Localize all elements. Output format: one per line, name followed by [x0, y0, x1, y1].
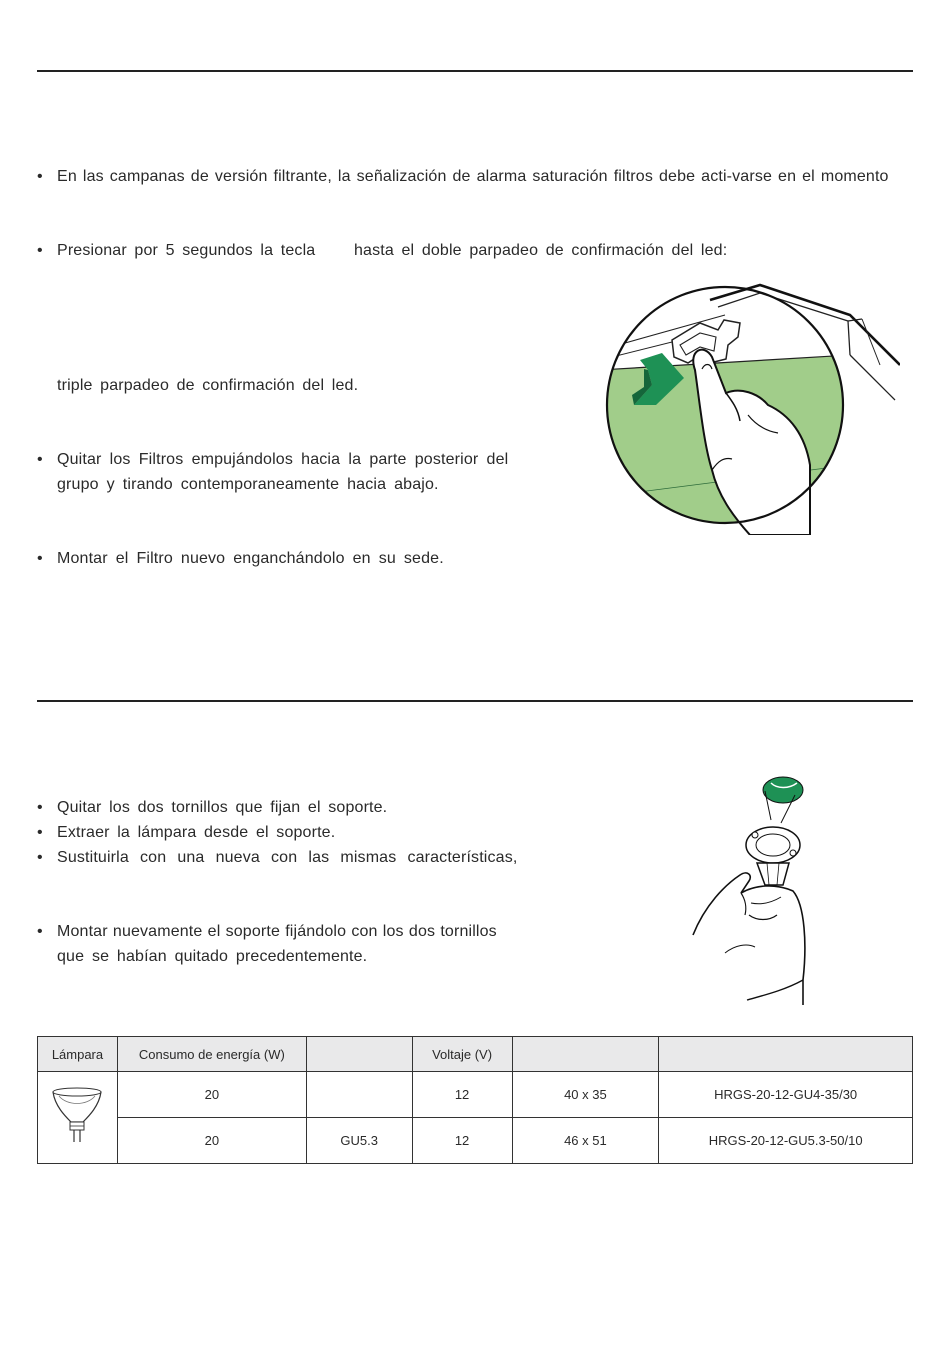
replace-lamp-text: Sustituirla con una nueva con las mismas características, [57, 849, 518, 866]
remount-support-line-1: Montar nuevamente el soporte fijándolo con los dos tornillos [57, 923, 497, 940]
hand-replacing-halogen-lamp-illustration [685, 775, 815, 1005]
remove-filters-line-2: grupo y tirando contemporaneamente hacia abajo. [57, 476, 439, 493]
triple-blink-text: triple parpadeo de confirmación del led. [57, 377, 359, 394]
cell-voltage: 12 [412, 1072, 512, 1118]
table-row [38, 1072, 913, 1118]
press-key-text: Presionar por 5 segundos la tecla [57, 242, 316, 259]
bullet-1: • [37, 168, 43, 185]
lamp-image-cell [38, 1072, 118, 1164]
section-2-rule [37, 700, 913, 702]
hand-pushing-filter-illustration [600, 275, 900, 535]
mount-filter-text: Montar el Filtro nuevo enganchándolo en su sede. [57, 550, 444, 567]
cell-power: 20 [117, 1118, 306, 1164]
cell-socket: GU5.3 [306, 1118, 412, 1164]
cell-code: HRGS-20-12-GU5.3-50/10 [659, 1118, 913, 1164]
header-power: Consumo de energía (W) [117, 1037, 306, 1072]
extract-lamp-text: Extraer la lámpara desde el soporte. [57, 824, 336, 841]
remove-screws-text: Quitar los dos tornillos que fijan el soporte. [57, 799, 388, 816]
cell-code: HRGS-20-12-GU4-35/30 [659, 1072, 913, 1118]
bullet-6: • [37, 824, 43, 841]
cell-dimensions: 40 x 35 [512, 1072, 659, 1118]
table-header-row [38, 1037, 913, 1072]
table-row [38, 1118, 913, 1164]
remount-support-line-2: que se habían quitado precedentemente. [57, 948, 368, 965]
header-col6 [659, 1037, 913, 1072]
header-col3 [306, 1037, 412, 1072]
lamp-spec-table [37, 1036, 913, 1164]
header-lamp: Lámpara [38, 1037, 118, 1072]
cell-power: 20 [117, 1072, 306, 1118]
bullet-4: • [37, 550, 43, 567]
cell-dimensions: 46 x 51 [512, 1118, 659, 1164]
bullet-5: • [37, 799, 43, 816]
bullet-7: • [37, 849, 43, 866]
bullet-8: • [37, 923, 43, 940]
cell-socket [306, 1072, 412, 1118]
header-col5 [512, 1037, 659, 1072]
mr16-halogen-lamp-icon [51, 1086, 103, 1146]
remove-filters-line-1: Quitar los Filtros empujándolos hacia la parte posterior del [57, 451, 509, 468]
bullet-3: • [37, 451, 43, 468]
bullet-2: • [37, 242, 43, 259]
press-key-text-continued: hasta el doble parpadeo de confirmación del led: [354, 242, 728, 259]
section-1-rule [37, 70, 913, 72]
cell-voltage: 12 [412, 1118, 512, 1164]
header-voltage: Voltaje (V) [412, 1037, 512, 1072]
alarm-activation-text: En las campanas de versión filtrante, la señalización de alarma saturación filtros debe acti-varse en el momento [57, 168, 889, 185]
